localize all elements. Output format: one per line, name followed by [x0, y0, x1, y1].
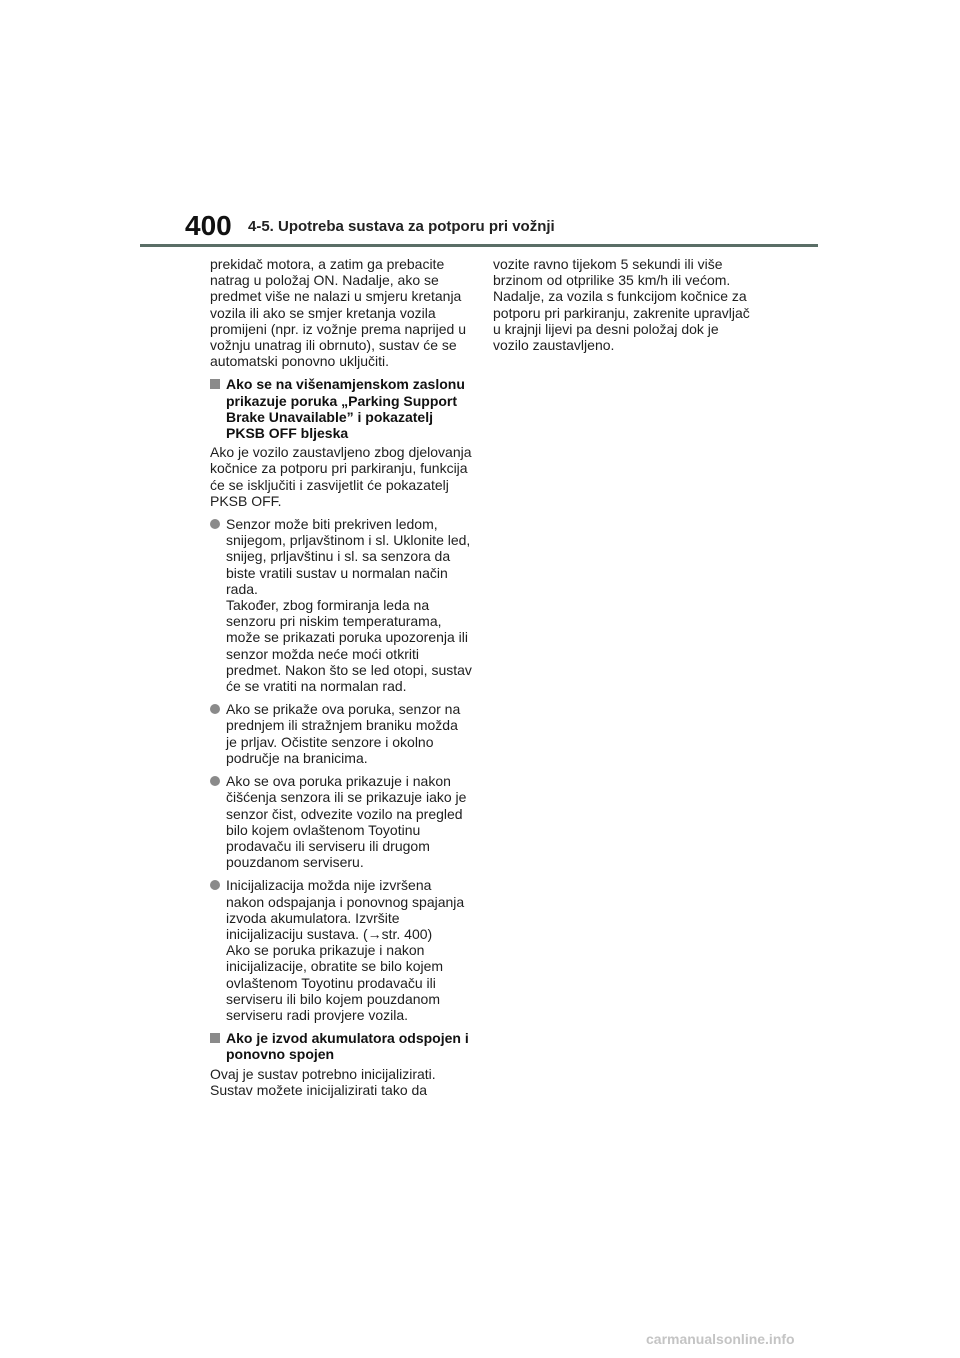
list-item: [210, 877, 472, 1023]
list-item-text: Ako se prikaže ova poruka, senzor na prednjem ili stražnjem braniku možda je prljav. Očistite senzore i okolno područje na branicima.: [226, 701, 461, 766]
list-item: [210, 701, 472, 766]
section-heading-battery-disconnected: [210, 1030, 472, 1062]
section-heading-parking-support-unavailable: [210, 376, 472, 441]
circle-bullet-icon: [210, 880, 220, 890]
paragraph: Ovaj je sustav potrebno inicijalizirati. Sustav možete inicijalizirati tako da: [210, 1065, 436, 1098]
paragraph: Ako je vozilo zaustavljeno zbog djelovanja kočnice za potporu pri parkiranju, funkcija će se isključiti i zasvijetlit će pokazatelj PKSB OFF.: [210, 444, 472, 509]
circle-bullet-icon: [210, 776, 220, 786]
watermark: carmanualsonline.info: [646, 1331, 795, 1347]
paragraph: vozite ravno tijekom 5 sekundi ili više brzinom od otprilike 35 km/h ili većom. Nadalje, za vozila s funkcijom kočnice za potporu pri parkiranju, zakrenite upravljač u krajnji lijevi pa desni položaj dok je vozilo zaustavljeno.: [493, 256, 750, 354]
list-item-text: Također, zbog formiranja leda na senzoru pri niskim temperaturama, može se prikazati poruka upozorenja ili senzor možda neće moći otkriti predmet. Nakon što se led otopi, sustav će se vratiti na normalan rad.: [226, 597, 472, 695]
section-title: 4-5. Upotreba sustava za potporu pri vožnji: [248, 218, 555, 235]
header-divider: [140, 244, 818, 247]
circle-bullet-icon: [210, 704, 220, 714]
list-item-text: Inicijalizacija možda nije izvršena nakon odspajanja i ponovnog spajanja izvoda akumulatora. Izvršite inicijalizaciju sustava. (→str. 400): [226, 877, 465, 942]
page-number: 400: [185, 210, 232, 241]
page-header: [0, 0, 960, 250]
list-item-text: Ako se poruka prikazuje i nakon inicijalizacije, obratite se bilo kojem ovlaštenom Toyotinu prodavaču ili serviseru ili bilo kojem pouzdanom serviseru radi provjere vozila.: [226, 942, 444, 1023]
list-item: [210, 773, 472, 870]
left-column: [210, 256, 472, 1105]
circle-bullet-icon: [210, 519, 220, 529]
list-item: [210, 516, 472, 694]
list-item-text: Ako se ova poruka prikazuje i nakon čišćenja senzora ili se prikazuje iako je senzor čist, odvezite vozilo na pregled bilo kojem ovlaštenom Toyotinu prodavaču ili serviseru ili drugom pouzdanom serviseru.: [226, 773, 467, 871]
intro-paragraph: prekidač motora, a zatim ga prebacite natrag u položaj ON. Nadalje, ako se predmet više ne nalazi u smjeru kretanja vozila ili ako se smjer kretanja vozila promijeni (npr. iz vožnje prema naprijed u vožnju unatrag ili obrnuto), sustav će se automatski ponovno uključiti.: [210, 256, 467, 370]
list-item-text: Senzor može biti prekriven ledom, snijegom, prljavštinom i sl. Uklonite led, snijeg, prljavštinu i sl. sa senzora da biste vratili sustav u normalan način rada.: [226, 516, 471, 597]
heading-text: Ako se na višenamjenskom zaslonu prikazuje poruka „Parking Support Brake Unavailable” i pokazatelj PKSB OFF bljeska: [226, 376, 465, 442]
square-bullet-icon: [210, 1033, 220, 1043]
heading-text: Ako je izvod akumulatora odspojen i ponovno spojen: [226, 1030, 469, 1063]
square-bullet-icon: [210, 379, 220, 389]
right-column: [493, 256, 755, 360]
